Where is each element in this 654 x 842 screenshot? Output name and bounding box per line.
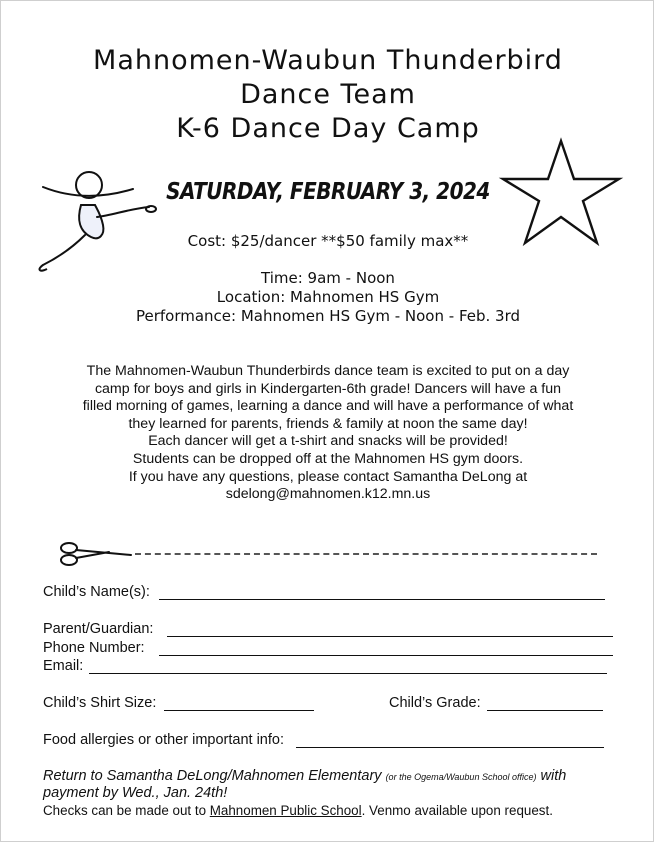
description: [1, 363, 654, 504]
cut-line: [135, 553, 597, 555]
return-with: with: [540, 768, 567, 784]
allergies-field[interactable]: [296, 747, 604, 748]
child-name-label: Child’s Name(s):: [43, 584, 150, 600]
checks-post: . Venmo available upon request.: [361, 803, 553, 818]
description-line: they learned for parents, friends & family at noon the same day!: [128, 415, 528, 432]
return-note: (or the Ogema/Waubun School office): [385, 772, 537, 782]
description-line: If you have any questions, please contact Samantha DeLong at: [128, 468, 528, 485]
allergies-label: Food allergies or other important info:: [43, 732, 284, 748]
checks-info: [43, 803, 553, 818]
checks-payee: Mahnomen Public School: [209, 803, 362, 818]
description-line: The Mahnomen-Waubun Thunderbirds dance team is excited to put on a day: [86, 363, 570, 379]
grade-label: Child’s Grade:: [389, 695, 481, 711]
parent-label: Parent/Guardian:: [43, 621, 154, 637]
event-date: SATURDAY, FEBRUARY 3, 2024: [166, 177, 490, 205]
email-label: Email:: [43, 658, 84, 674]
shirt-size-field[interactable]: [164, 710, 314, 711]
description-line: Students can be dropped off at the Mahnomen HS gym doors.: [132, 450, 524, 467]
return-main: Return to Samantha DeLong/Mahnomen Elementary: [43, 768, 382, 784]
time-text: Time: 9am - Noon: [261, 269, 395, 287]
return-instructions: [43, 768, 613, 784]
grade-field[interactable]: [487, 710, 603, 711]
performance-text: Performance: Mahnomen HS Gym - Noon - Feb. 3rd: [135, 307, 521, 325]
description-line: Each dancer will get a t-shirt and snacks will be provided!: [148, 433, 508, 450]
description-line: camp for boys and girls in Kindergarten-6th grade! Dancers will have a fun: [94, 380, 562, 397]
checks-pre: Checks can be made out to: [43, 803, 207, 818]
cost-text: Cost: $25/dancer **$50 family max**: [187, 232, 469, 250]
phone-field[interactable]: [159, 655, 613, 656]
payment-deadline: payment by Wed., Jan. 24th!: [43, 785, 228, 801]
shirt-size-label: Child’s Shirt Size:: [43, 695, 157, 711]
child-name-field[interactable]: [159, 599, 605, 600]
scissors-icon: [57, 541, 135, 567]
title-line-1: Mahnomen-Waubun Thunderbird: [93, 45, 563, 76]
title-line-2: Dance Team: [240, 79, 416, 110]
contact-email: sdelong@mahnomen.k12.mn.us: [225, 486, 431, 503]
phone-label: Phone Number:: [43, 640, 145, 656]
description-line: filled morning of games, learning a dance and will have a performance of what: [82, 398, 574, 415]
parent-field[interactable]: [167, 636, 613, 637]
location-text: Location: Mahnomen HS Gym: [216, 288, 440, 306]
email-field[interactable]: [89, 673, 607, 674]
title-line-3: K-6 Dance Day Camp: [176, 113, 480, 144]
